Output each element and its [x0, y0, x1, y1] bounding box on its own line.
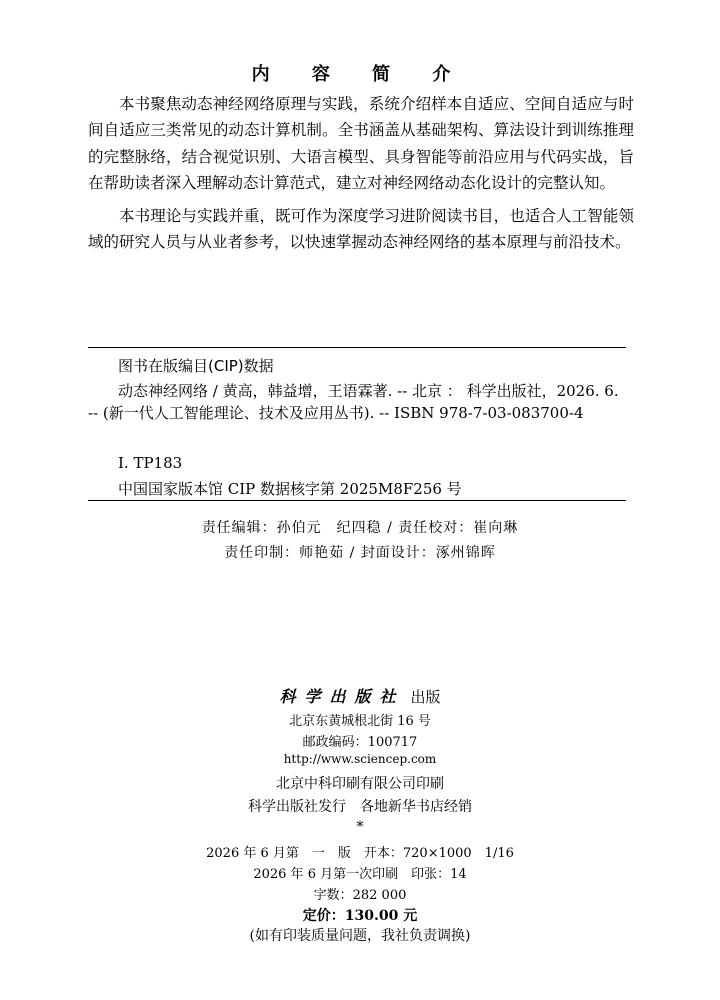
- printer: 北京中科印刷有限公司印刷: [276, 776, 444, 792]
- staff-editors: 责任编辑：孙伯元 纪四稳 / 责任校对：崔向琳: [201, 520, 519, 536]
- distribution: 科学出版社发行 各地新华书店经销: [248, 799, 472, 815]
- cip-heading: 图书在版编目(CIP)数据: [118, 357, 274, 375]
- printing-info: 2026 年 6 月第一次印刷 印张：14: [253, 867, 467, 882]
- word-count: 字数：282 000: [313, 888, 407, 903]
- cip-record: 动态神经网络 / 黄高，韩益增，王语霖著. -- 北京 ： 科学出版社，2026. 6. -- (新一代人工智能理论、技术及应用丛书). -- ISBN 978-7-03-083700-4: [88, 382, 619, 422]
- postcode: 邮政编码：100717: [302, 735, 418, 750]
- price: 定价：130.00 元: [302, 908, 418, 924]
- separator-star: *: [356, 819, 364, 835]
- publisher-address: 北京东黄城根北街 16 号: [289, 714, 431, 729]
- publisher-logo: 科学出版社: [279, 687, 405, 706]
- intro-title: 内 容 简 介: [251, 64, 469, 85]
- edition-info: 2026 年 6 月第 一 版 开本：720×1000 1/16: [206, 846, 514, 861]
- publisher-line: [0, 684, 720, 707]
- intro-paragraph-2: 本书理论与实践并重，既可作为深度学习进阶阅读书目，也适合人工智能领域的研究人员与从业者参考，以快速掌握动态神经网络的基本原理与前沿技术。: [88, 206, 634, 252]
- publisher-suffix: 出版: [410, 688, 441, 706]
- staff-production: 责任印制：师艳茹 / 封面设计：涿州锦晖: [224, 545, 496, 561]
- cip-bottom-rule: [88, 500, 626, 501]
- cip-classification: I. TP183: [118, 454, 183, 472]
- publisher-url: http://www.sciencep.com: [283, 752, 437, 766]
- intro-paragraph-1: 本书聚焦动态神经网络原理与实践，系统介绍样本自适应、空间自适应与时间自适应三类常见的动态计算机制。全书涵盖从基础架构、算法设计到训练推理的完整脉络，结合视觉识别、大语言模型、具身智能等前沿应用与代码实战，旨在帮助读者深入理解动态计算范式，建立对神经网络动态化设计的完整认知。: [88, 95, 634, 193]
- quality-notice: (如有印装质量问题，我社负责调换): [249, 928, 471, 944]
- intro-body: [88, 91, 634, 261]
- cip-certificate: 中国国家版本馆 CIP 数据核字第 2025M8F256 号: [118, 480, 462, 498]
- cip-top-rule: [88, 347, 626, 348]
